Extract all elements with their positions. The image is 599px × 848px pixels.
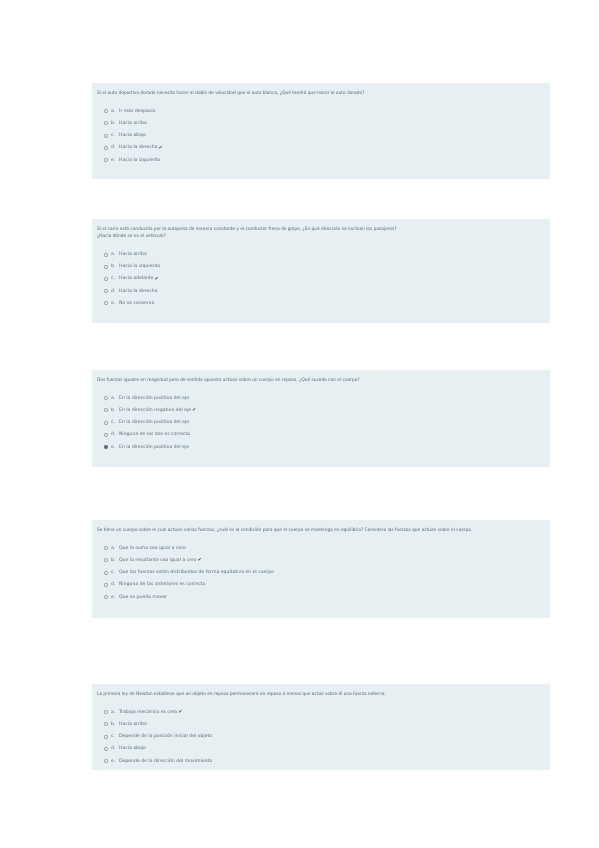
option-label: Hacia abajo <box>119 133 146 139</box>
check-mark-icon: ✔ <box>158 144 163 151</box>
option-letter: e. <box>111 157 116 163</box>
option-label: Trabajo mecánico es cero <box>119 709 178 715</box>
answer-options <box>97 248 544 309</box>
check-mark-icon: ✔ <box>197 557 202 564</box>
radio-icon[interactable] <box>104 134 108 138</box>
radio-icon[interactable] <box>104 109 108 113</box>
answer-option[interactable] <box>104 429 544 441</box>
option-letter: b. <box>111 407 116 413</box>
option-letter: e. <box>111 594 116 600</box>
answer-option[interactable] <box>104 579 544 591</box>
answer-option[interactable] <box>104 285 544 297</box>
answer-option[interactable] <box>104 105 544 117</box>
radio-icon[interactable] <box>104 421 108 425</box>
answer-option[interactable] <box>104 718 544 730</box>
answer-option[interactable] <box>104 755 544 767</box>
answer-option[interactable] <box>104 591 544 603</box>
option-letter: e. <box>111 758 116 764</box>
option-label: Ninguna de las dos es correcta <box>119 432 190 438</box>
answer-option[interactable] <box>104 130 544 142</box>
answer-option[interactable] <box>104 392 544 404</box>
answer-options <box>97 542 544 603</box>
option-label: Que se pueda mover <box>119 594 168 600</box>
answer-option[interactable] <box>104 706 544 718</box>
option-letter: e. <box>111 300 116 306</box>
option-label: Depende de la dirección del movimiento <box>119 758 213 764</box>
answer-option[interactable] <box>104 567 544 579</box>
question-card <box>92 219 550 323</box>
option-label: Hacia arriba <box>119 721 147 727</box>
radio-icon[interactable] <box>104 121 108 125</box>
answer-option[interactable] <box>104 117 544 129</box>
question-card <box>92 684 550 770</box>
radio-icon[interactable] <box>104 759 108 763</box>
radio-icon[interactable] <box>104 265 108 269</box>
option-label: Que la suma sea igual a cero <box>119 545 186 551</box>
radio-icon[interactable] <box>104 445 108 449</box>
radio-icon[interactable] <box>104 396 108 400</box>
radio-icon[interactable] <box>104 146 108 150</box>
option-letter: a. <box>111 252 116 257</box>
radio-icon[interactable] <box>104 722 108 726</box>
option-label: Hacia la izquierda <box>119 157 161 163</box>
answer-option[interactable] <box>104 154 544 166</box>
radio-icon[interactable] <box>104 546 108 550</box>
option-letter: e. <box>111 444 116 450</box>
option-label: En la dirección positiva del eje <box>119 444 190 450</box>
radio-icon[interactable] <box>104 277 108 281</box>
option-letter: d. <box>111 582 116 588</box>
option-letter: d. <box>111 145 116 151</box>
radio-icon[interactable] <box>104 710 108 714</box>
radio-icon[interactable] <box>104 301 108 305</box>
option-letter: a. <box>111 709 116 715</box>
option-label: Depende de la posición inicial del objeto <box>119 734 213 740</box>
radio-icon[interactable] <box>104 735 108 739</box>
question-text: Se tiene un cuerpo sobre el cual actúan varias fuerzas, ¿cuál es la condición para que el cuerpo se mantenga en equilibrio? Considera las fuerzas que actúan sobre el cuerpo. <box>97 528 473 533</box>
option-label: En la dirección positiva del eje <box>119 395 190 401</box>
radio-icon[interactable] <box>104 289 108 293</box>
answer-options <box>97 392 544 453</box>
answer-options <box>97 706 544 767</box>
option-letter: c. <box>111 420 115 426</box>
answer-option[interactable] <box>104 142 544 154</box>
option-label: En la dirección negativa del eje <box>119 407 192 413</box>
question-card <box>92 520 550 618</box>
answer-options <box>97 105 544 166</box>
option-label: Que las fuerzas estén distribuidas de forma equitativa en el cuerpo <box>119 570 274 576</box>
option-label: No se conserva <box>119 300 155 306</box>
question-card <box>92 83 550 179</box>
option-label: Hacia la derecha <box>119 145 158 151</box>
option-letter: c. <box>111 133 115 139</box>
check-mark-icon: ✔ <box>178 709 183 716</box>
radio-icon[interactable] <box>104 433 108 437</box>
option-letter: b. <box>111 120 116 126</box>
radio-icon[interactable] <box>104 595 108 599</box>
option-letter: d. <box>111 432 116 438</box>
answer-option[interactable] <box>104 404 544 416</box>
option-letter: b. <box>111 264 116 270</box>
answer-option[interactable] <box>104 731 544 743</box>
question-card <box>92 370 550 467</box>
option-label: Hacia la izquierda <box>119 264 161 270</box>
option-letter: c. <box>111 734 115 740</box>
answer-option[interactable] <box>104 554 544 566</box>
option-letter: d. <box>111 746 116 752</box>
option-letter: a. <box>111 545 116 551</box>
radio-icon[interactable] <box>104 253 108 257</box>
question-text: Si el carro está conducido por la autopista de manera constante y el conductor frena de golpe, ¿En qué dirección se inclinan los pasajeros? ¿Hacia dónde se va el vehículo? <box>97 227 397 240</box>
option-letter: c. <box>111 570 115 576</box>
answer-option[interactable] <box>104 542 544 554</box>
radio-icon[interactable] <box>104 408 108 412</box>
option-label: Hacia arriba <box>119 252 147 257</box>
answer-option[interactable] <box>104 743 544 755</box>
check-mark-icon: ✔ <box>154 275 159 282</box>
radio-icon[interactable] <box>104 571 108 575</box>
check-mark-icon: ✔ <box>192 407 197 414</box>
option-letter: d. <box>111 288 116 294</box>
option-label: Hacia arriba <box>119 120 147 126</box>
answer-option[interactable] <box>104 248 544 260</box>
question-text: Si el auto deportivo dorado necesita hacer al doble de velocidad que el auto blanco, ¿Qué tendrá que hacer el auto dorado? <box>97 91 365 96</box>
radio-icon[interactable] <box>104 747 108 751</box>
radio-icon[interactable] <box>104 158 108 162</box>
option-letter: c. <box>111 276 115 282</box>
option-letter: b. <box>111 557 116 563</box>
option-label: Que la resultante sea igual a cero <box>119 557 197 563</box>
option-letter: a. <box>111 395 116 401</box>
answer-option[interactable] <box>104 417 544 429</box>
radio-icon[interactable] <box>104 583 108 587</box>
option-label: Hacia la derecha <box>119 288 158 294</box>
option-label: Hacia abajo <box>119 746 146 752</box>
option-label: En la dirección positiva del eje <box>119 420 190 426</box>
answer-option[interactable] <box>104 441 544 453</box>
option-letter: a. <box>111 108 116 114</box>
option-label: Ninguna de las anteriores es correcta <box>119 582 206 588</box>
question-text: La primera ley de Newton establece que un objeto en reposo permanecerá en reposo a menos que actúe sobre él una fuerza externa. <box>97 692 386 697</box>
option-letter: b. <box>111 721 116 727</box>
question-text: Dos fuerzas iguales en magnitud pero de sentido opuesto actúan sobre un cuerpo en reposo. ¿Qué sucede con el cuerpo? <box>97 378 360 383</box>
option-label: Hacia adelante <box>119 276 154 282</box>
answer-option[interactable] <box>104 273 544 285</box>
radio-icon[interactable] <box>104 558 108 562</box>
option-label: Ir más despacio <box>119 108 156 114</box>
answer-option[interactable] <box>104 261 544 273</box>
answer-option[interactable] <box>104 297 544 309</box>
